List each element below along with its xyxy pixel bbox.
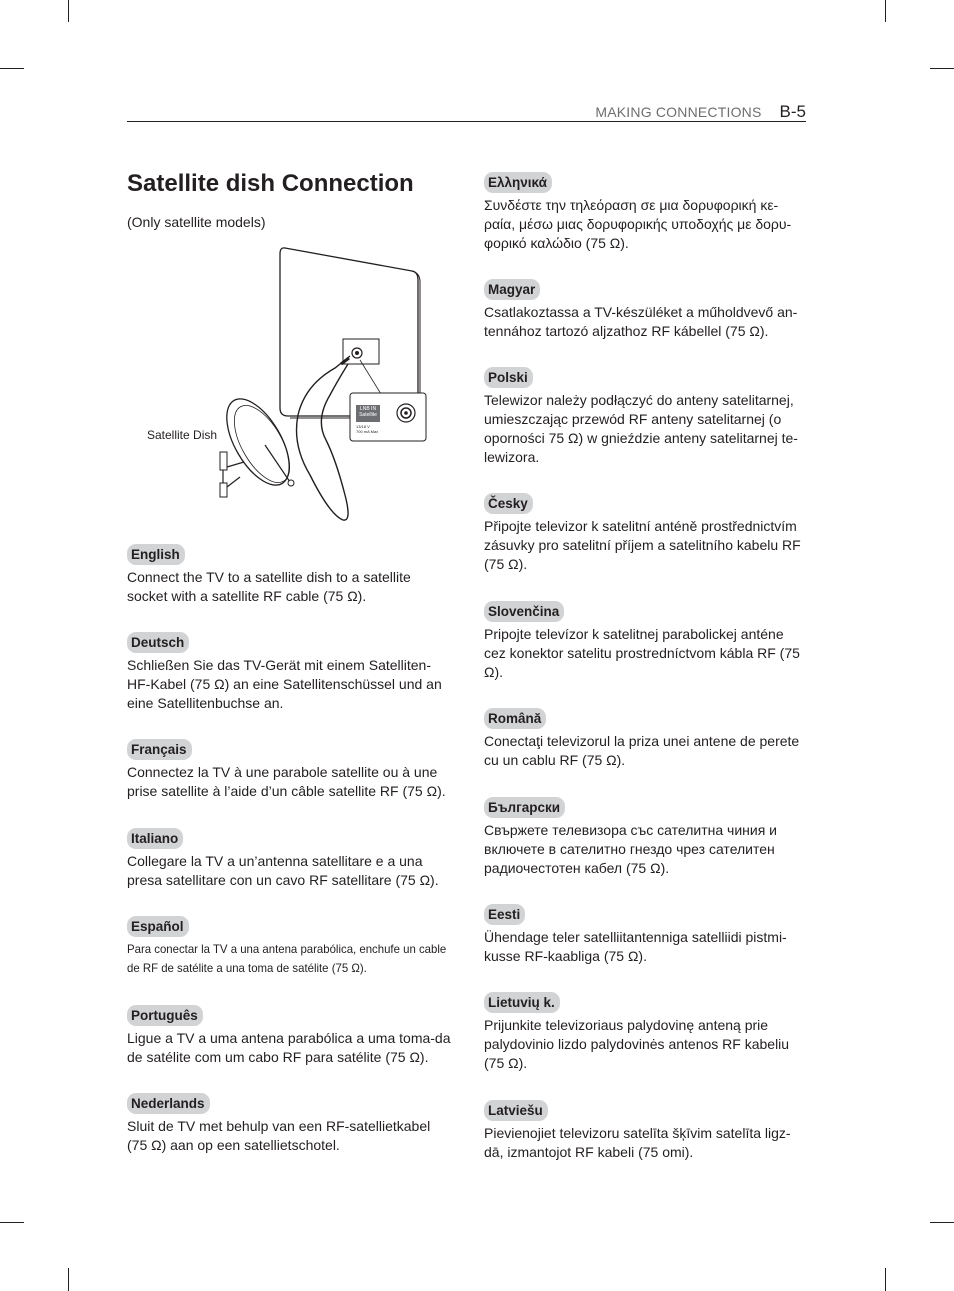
language-label: Português	[127, 1005, 203, 1026]
subtitle: (Only satellite models)	[127, 214, 266, 230]
language-label: Italiano	[127, 828, 183, 849]
language-label: Slovenčina	[484, 601, 564, 622]
lang-lietuviu	[484, 992, 809, 1073]
lang-nederlands	[127, 1093, 452, 1155]
language-text: Свържете телевизора със сателитна чиния и включете в сателитно гнездо чрез сателитен радиочестотен кабел (75 Ω).	[484, 822, 777, 876]
language-text: Ühendage teler satelliitantenniga satelliidi pistmi-kusse RF-kaabliga (75 Ω).	[484, 929, 787, 964]
lang-italiano	[127, 828, 452, 890]
crop-mark	[885, 0, 886, 22]
crop-mark	[930, 68, 954, 69]
language-label: English	[127, 544, 185, 565]
language-text: Připojte televizor k satelitní anténě prostřednictvím zásuvky pro satelitní příjem a satelitního kabelu RF (75 Ω).	[484, 518, 801, 572]
lang-portugues	[127, 1005, 452, 1067]
language-label: Eesti	[484, 904, 525, 925]
language-text: Collegare la TV a un’antenna satellitare e a una presa satellitare con un cavo RF satellitare (75 Ω).	[127, 853, 439, 888]
section-name: MAKING CONNECTIONS	[595, 104, 762, 120]
language-label: Ελληνικά	[484, 172, 552, 193]
language-text: Connect the TV to a satellite dish to a satellite socket with a satellite RF cable (75 Ω).	[127, 569, 411, 604]
page-number: B-5	[779, 102, 806, 121]
language-text: Pripojte televízor k satelitnej parabolickej anténe cez konektor satelitu prostredníctvom kábla RF (75 Ω).	[484, 626, 800, 680]
language-text: Συνδέστε την τηλεόραση σε μια δορυφορική κε-ραία, μέσω μιας δορυφορικής υποδοχής με δορυ-φορικό καλώδιο (75 Ω).	[484, 197, 792, 251]
language-text: Ligue a TV a uma antena parabólica a uma toma-da de satélite com um cabo RF para satélite (75 Ω).	[127, 1030, 451, 1065]
lnb-in-tag	[356, 405, 380, 422]
lnb-spec-line: 13/18 V	[356, 424, 370, 429]
crop-mark	[930, 1222, 954, 1223]
language-text: Csatlakoztassa a TV-készüléket a műholdvevő an-tennához tartozó aljzathoz RF kábellel (75 Ω).	[484, 304, 798, 339]
language-label: Nederlands	[127, 1093, 210, 1114]
lang-francais	[127, 739, 452, 801]
lnb-spec-line: 700 mA Max	[356, 429, 379, 434]
lang-romana	[484, 708, 809, 770]
language-text: Telewizor należy podłączyć do anteny satelitarnej, umieszczając przewód RF anteny satelitarnej (o oporności 75 Ω) w gnieździe anteny satelitarnej te-lewizora.	[484, 392, 798, 465]
language-label: Български	[484, 797, 565, 818]
lang-magyar	[484, 279, 809, 341]
language-label: Polski	[484, 367, 533, 388]
language-label: Deutsch	[127, 632, 189, 653]
language-label: Română	[484, 708, 546, 729]
crop-mark	[68, 0, 69, 22]
lang-english	[127, 544, 452, 606]
language-text: Pievienojiet televizoru satelīta šķīvim satelīta ligz-dā, izmantojot RF kabeli (75 omi).	[484, 1125, 791, 1160]
lang-polski	[484, 367, 809, 467]
language-label: Lietuvių k.	[484, 992, 560, 1013]
language-text: Para conectar la TV a una antena parabólica, enchufe un cable de RF de satélite a una toma de satélite (75 Ω).	[127, 942, 447, 975]
language-text: Prijunkite televizoriaus palydovinę anteną prie palydovinio lizdo palydovinės antenos RF kabeliu (75 Ω).	[484, 1017, 790, 1071]
lang-slovencina	[484, 601, 809, 682]
lang-bulgarian	[484, 797, 809, 878]
crop-mark	[68, 1268, 69, 1291]
language-text: Schließen Sie das TV-Gerät mit einem Satelliten-HF-Kabel (75 Ω) an eine Satellitenschüssel und an eine Satellitenbuchse an.	[127, 657, 442, 711]
language-text: Conectaţi televizorul la priza unei antene de perete cu un cablu RF (75 Ω).	[484, 733, 800, 768]
crop-mark	[0, 1222, 24, 1223]
language-label: Magyar	[484, 279, 540, 300]
running-header	[560, 102, 806, 122]
crop-mark	[885, 1268, 886, 1291]
lang-deutsch	[127, 632, 452, 713]
lang-latviesu	[484, 1100, 809, 1162]
lang-greek	[484, 172, 809, 253]
language-label: Español	[127, 916, 189, 937]
lang-cesky	[484, 493, 809, 574]
lnb-tag-line: Satellite	[359, 412, 377, 418]
lnb-spec	[356, 424, 378, 434]
lang-eesti	[484, 904, 809, 966]
language-text: Sluit de TV met behulp van een RF-satellietkabel (75 Ω) aan op een satellietschotel.	[127, 1118, 431, 1153]
language-label: Latviešu	[484, 1100, 548, 1121]
page-title: Satellite dish Connection	[127, 170, 414, 197]
connection-illustration	[140, 240, 450, 530]
language-label: Česky	[484, 493, 533, 514]
tv-dish-diagram	[140, 240, 450, 530]
language-label: Français	[127, 739, 192, 760]
lnb-tag-line: LNB IN	[359, 406, 377, 412]
satellite-dish-label: Satellite Dish	[147, 428, 218, 442]
language-text: Connectez la TV à une parabole satellite ou à une prise satellite à l’aide d’un câble satellite RF (75 Ω).	[127, 764, 446, 799]
crop-mark	[0, 68, 24, 69]
header-rule	[127, 121, 806, 122]
lang-espanol	[127, 916, 452, 978]
